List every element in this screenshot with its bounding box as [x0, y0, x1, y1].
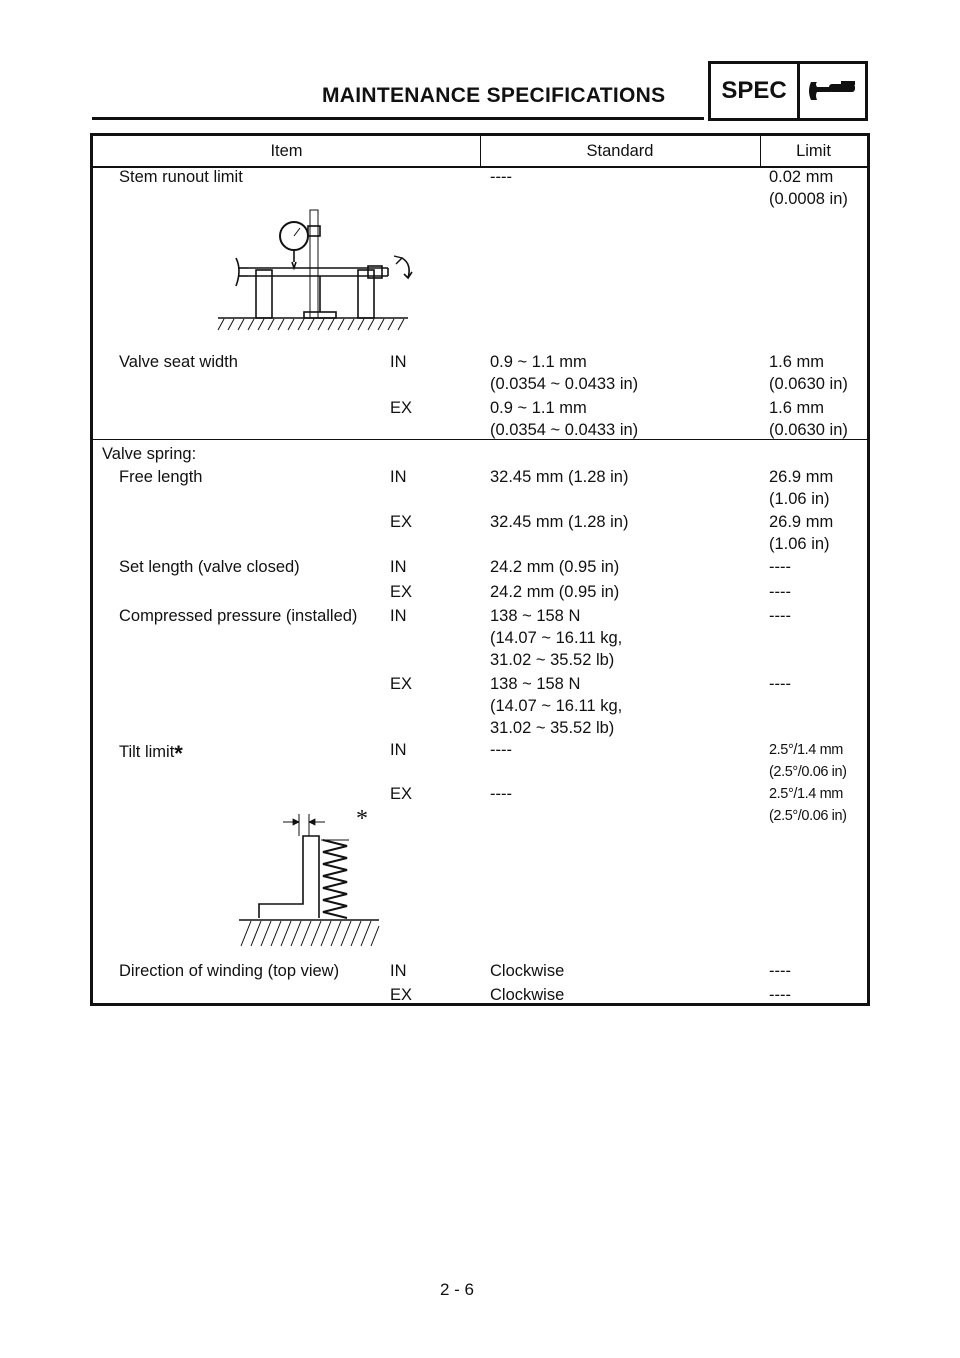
limit-cell: ---- — [769, 607, 791, 625]
standard-cell: (14.07 ~ 16.11 kg, — [490, 629, 623, 647]
header-rule — [92, 117, 704, 120]
limit-cell: 0.02 mm — [769, 168, 834, 186]
limit-cell: 26.9 mm — [769, 468, 834, 486]
limit-cell: 26.9 mm — [769, 513, 834, 531]
standard-cell: 0.9 ~ 1.1 mm — [490, 353, 587, 371]
spec-label: SPEC — [711, 64, 800, 118]
limit-cell: (1.06 in) — [769, 490, 830, 508]
item-label: Tilt limit — [119, 743, 175, 761]
standard-cell: Clockwise — [490, 962, 565, 980]
standard-cell: ---- — [490, 741, 512, 759]
standard-cell: 24.2 mm (0.95 in) — [490, 558, 620, 576]
limit-cell: (0.0630 in) — [769, 375, 848, 393]
limit-cell: ---- — [769, 986, 791, 1004]
side-cell: EX — [390, 986, 413, 1004]
standard-cell: 31.02 ~ 35.52 lb) — [490, 651, 615, 669]
standard-cell: (0.0354 ~ 0.0433 in) — [490, 375, 639, 393]
side-cell: IN — [390, 741, 407, 759]
standard-cell: 32.45 mm (1.28 in) — [490, 513, 629, 531]
item-cell — [119, 739, 183, 766]
side-cell: IN — [390, 962, 407, 980]
limit-cell: 1.6 mm — [769, 399, 825, 417]
item-cell: Valve seat width — [119, 353, 238, 371]
limit-cell: (1.06 in) — [769, 535, 830, 553]
limit-cell: ---- — [769, 675, 791, 693]
side-cell: IN — [390, 468, 407, 486]
row-divider — [93, 439, 867, 440]
standard-cell: Clockwise — [490, 986, 565, 1004]
item-cell: Direction of winding (top view) — [119, 962, 340, 980]
limit-cell: (0.0630 in) — [769, 421, 848, 439]
standard-cell: (14.07 ~ 16.11 kg, — [490, 697, 623, 715]
limit-cell: (0.0008 in) — [769, 190, 848, 208]
spec-table — [90, 133, 870, 1006]
side-cell: IN — [390, 607, 407, 625]
dial-gauge-diagram-icon — [208, 208, 418, 332]
wrench-icon — [800, 64, 865, 118]
side-cell: EX — [390, 675, 413, 693]
item-cell: Set length (valve closed) — [119, 558, 300, 576]
standard-cell: 32.45 mm (1.28 in) — [490, 468, 629, 486]
standard-cell: 0.9 ~ 1.1 mm — [490, 399, 587, 417]
standard-cell: (0.0354 ~ 0.0433 in) — [490, 421, 639, 439]
column-header-limit: Limit — [796, 142, 831, 160]
standard-cell: ---- — [490, 785, 512, 803]
limit-cell: 2.5°/1.4 mm — [769, 742, 843, 758]
limit-cell: 1.6 mm — [769, 353, 825, 371]
side-cell: IN — [390, 353, 407, 371]
section-badge — [708, 61, 868, 121]
item-cell: Stem runout limit — [119, 168, 243, 186]
table-header — [93, 136, 867, 168]
limit-cell: ---- — [769, 962, 791, 980]
side-cell: EX — [390, 513, 413, 531]
side-cell: EX — [390, 583, 413, 601]
column-header-item: Item — [270, 142, 303, 160]
item-cell: Compressed pressure (installed) — [119, 607, 358, 625]
limit-cell: (2.5°/0.06 in) — [769, 808, 847, 824]
limit-cell: (2.5°/0.06 in) — [769, 764, 847, 780]
asterisk-marker: * — [174, 741, 183, 766]
page-title: MAINTENANCE SPECIFICATIONS — [322, 84, 666, 107]
group-heading: Valve spring: — [102, 445, 197, 463]
side-cell: EX — [390, 399, 413, 417]
standard-cell: 31.02 ~ 35.52 lb) — [490, 719, 615, 737]
page-number: 2 - 6 — [440, 1280, 475, 1299]
side-cell: EX — [390, 785, 413, 803]
limit-cell: 2.5°/1.4 mm — [769, 786, 843, 802]
standard-cell: 138 ~ 158 N — [490, 607, 581, 625]
figure-asterisk: * — [356, 806, 368, 832]
standard-cell: 138 ~ 158 N — [490, 675, 581, 693]
column-header-standard: Standard — [586, 142, 654, 160]
standard-cell: ---- — [490, 168, 512, 186]
side-cell: IN — [390, 558, 407, 576]
item-cell: Free length — [119, 468, 203, 486]
limit-cell: ---- — [769, 558, 791, 576]
limit-cell: ---- — [769, 583, 791, 601]
standard-cell: 24.2 mm (0.95 in) — [490, 583, 620, 601]
